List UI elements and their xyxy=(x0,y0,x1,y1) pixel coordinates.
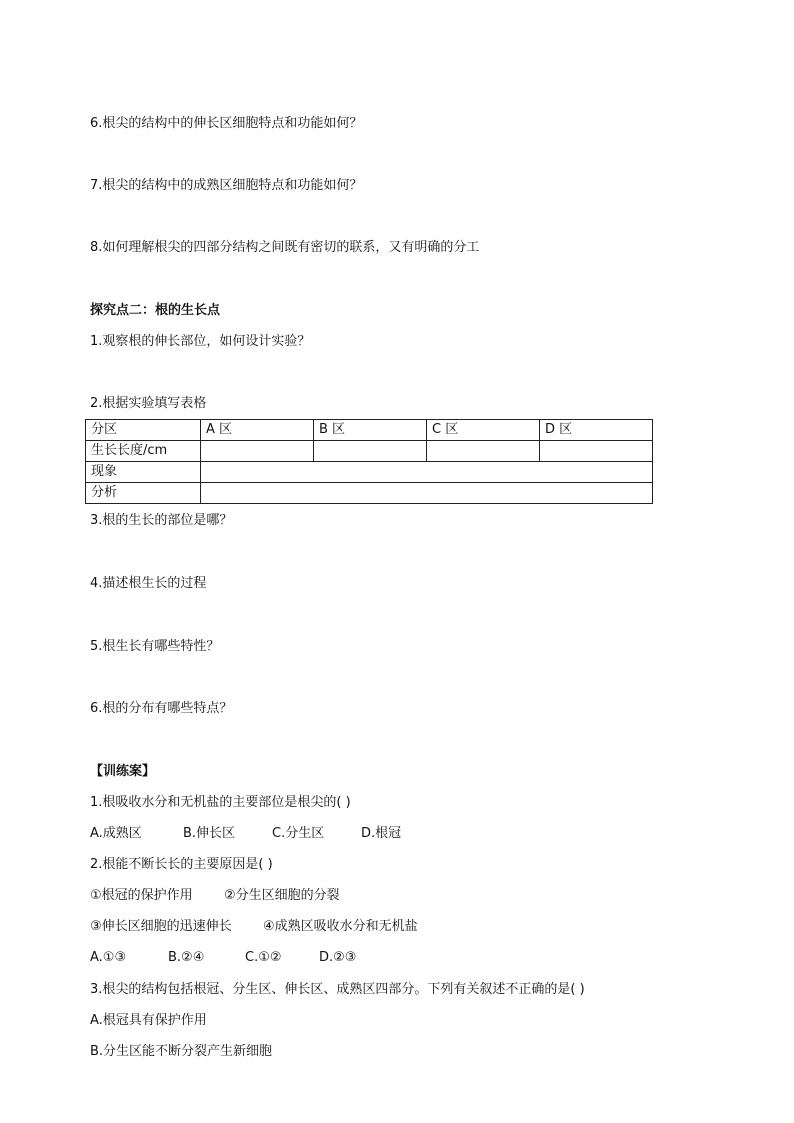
inquiry-question-3: 3.根的生长的部位是哪？ xyxy=(90,513,233,528)
option-b: B.②④ xyxy=(168,950,205,965)
statement-3: ③伸长区细胞的迅速伸长 xyxy=(90,919,232,934)
table-header-cell: C 区 xyxy=(427,420,540,441)
table-cell-empty xyxy=(201,462,653,483)
table-cell-empty xyxy=(427,441,540,462)
inquiry-question-4: 4.描述根生长的过程 xyxy=(90,576,207,591)
table-cell-empty xyxy=(201,483,653,504)
table-cell-empty xyxy=(540,441,653,462)
training-q3-option-b: B.分生区能不断分裂产生新细胞 xyxy=(90,1044,273,1059)
experiment-table xyxy=(85,419,653,504)
option-d: D.根冠 xyxy=(361,826,402,841)
table-header-cell: D 区 xyxy=(540,420,653,441)
training-title: 【训练案】 xyxy=(90,764,156,779)
table-row xyxy=(86,483,653,504)
table-header-row xyxy=(86,420,653,441)
inquiry-question-6: 6.根的分布有哪些特点？ xyxy=(90,701,233,716)
table-row-label: 生长长度/cm xyxy=(86,441,201,462)
table-header-cell: B 区 xyxy=(314,420,427,441)
statement-4: ④成熟区吸收水分和无机盐 xyxy=(263,919,418,934)
table-row-label: 分析 xyxy=(86,483,201,504)
option-b: B.伸长区 xyxy=(183,826,236,841)
option-c: C.分生区 xyxy=(272,826,325,841)
table-row-label: 现象 xyxy=(86,462,201,483)
question-8: 8.如何理解根尖的四部分结构之间既有密切的联系，又有明确的分工 xyxy=(90,240,480,255)
table-header-cell: 分区 xyxy=(86,420,201,441)
training-q3-stem: 3.根尖的结构包括根冠、分生区、伸长区、成熟区四部分。下列有关叙述不正确的是( ) xyxy=(90,982,585,997)
inquiry-question-2: 2.根据实验填写表格 xyxy=(90,396,207,411)
training-q3-option-a: A.根冠具有保护作用 xyxy=(90,1013,207,1028)
inquiry-question-5: 5.根生长有哪些特性？ xyxy=(90,639,220,654)
option-a: A.成熟区 xyxy=(90,826,142,841)
statement-1: ①根冠的保护作用 xyxy=(90,888,193,903)
section-title-inquiry-2: 探究点二：根的生长点 xyxy=(90,303,221,318)
option-d: D.②③ xyxy=(319,950,357,965)
table-row xyxy=(86,462,653,483)
table-cell-empty xyxy=(201,441,314,462)
training-q1-options xyxy=(90,825,401,843)
table-row xyxy=(86,441,653,462)
table-header-cell: A 区 xyxy=(201,420,314,441)
statement-2: ②分生区细胞的分裂 xyxy=(224,888,340,903)
option-a: A.①③ xyxy=(90,950,127,965)
table-cell-empty xyxy=(314,441,427,462)
training-q2-stem: 2.根能不断长长的主要原因是( ) xyxy=(90,857,273,872)
training-q1-stem: 1.根吸收水分和无机盐的主要部位是根尖的( ) xyxy=(90,795,351,810)
training-q2-options xyxy=(90,949,356,967)
question-7: 7.根尖的结构中的成熟区细胞特点和功能如何？ xyxy=(90,178,363,193)
training-q2-statements-1 xyxy=(90,887,340,905)
question-6: 6.根尖的结构中的伸长区细胞特点和功能如何？ xyxy=(90,116,363,131)
inquiry-question-1: 1.观察根的伸长部位，如何设计实验？ xyxy=(90,334,311,349)
training-q2-statements-2 xyxy=(90,918,418,936)
option-c: C.①② xyxy=(245,950,282,965)
